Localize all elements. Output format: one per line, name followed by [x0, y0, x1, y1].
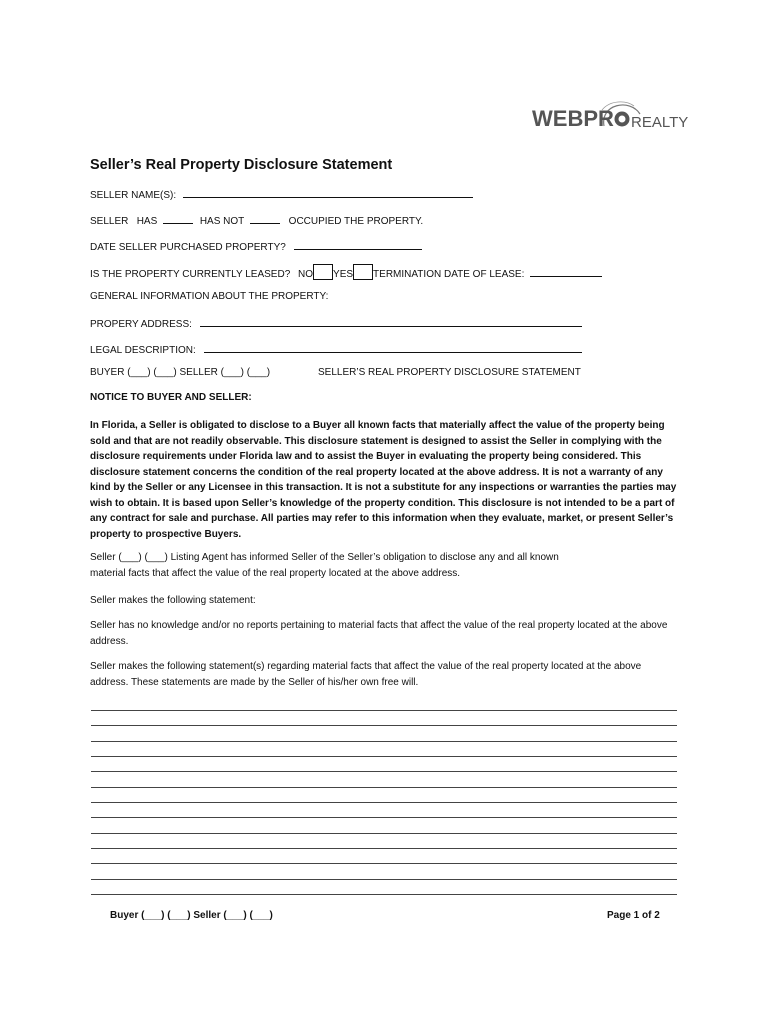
webpro-realty-logo: [530, 96, 689, 144]
occupied-label: OCCUPIED THE PROPERTY.: [288, 216, 424, 227]
answer-line[interactable]: [91, 879, 677, 880]
occupancy-row: [90, 213, 423, 227]
seller-names-field[interactable]: [183, 187, 473, 198]
termination-label: TERMINATION DATE OF LEASE:: [373, 269, 525, 280]
svg-text:REALTY: REALTY: [631, 114, 689, 131]
legal-description-label: LEGAL DESCRIPTION:: [90, 345, 196, 356]
answer-line[interactable]: [91, 725, 677, 726]
answer-line[interactable]: [91, 817, 677, 818]
property-address-row: [90, 316, 582, 330]
agent-informed-paragraph: Seller (___) (___) Listing Agent has informed Seller of the Seller’s obligation to disclose any and all known material facts that affect the value of the real property located at the above address.: [90, 552, 559, 579]
leased-row: [90, 264, 602, 280]
answer-line[interactable]: [91, 833, 677, 834]
date-purchased-label: DATE SELLER PURCHASED PROPERTY?: [90, 242, 286, 253]
no-knowledge-paragraph: Seller has no knowledge and/or no reports pertaining to material facts that affect the value of the real property located at the above address.: [90, 620, 668, 647]
answer-line[interactable]: [91, 741, 677, 742]
answer-line[interactable]: [91, 848, 677, 849]
leased-question-label: IS THE PROPERTY CURRENTLY LEASED?: [90, 269, 291, 280]
date-purchased-field[interactable]: [294, 239, 422, 250]
legal-description-field[interactable]: [204, 342, 582, 353]
notice-heading: NOTICE TO BUYER AND SELLER:: [90, 392, 252, 403]
notice-body: In Florida, a Seller is obligated to disclose to a Buyer all known facts that materially affect the value of the property being sold and that are not readily observable. This disclosure statement is designed to assist the Seller in complying with the disclosure requirements under Florida law and to assist the Buyer in evaluating the property being considered. This disclosure statement concerns the condition of the real property located at the above address. It is not a warranty of any kind by the Seller or any Licensee in this transaction. It is not a substitute for any inspections or warranties the parties may wish to obtain. It is based upon Seller’s knowledge of the property condition. This disclosure is not intended to be a part of any contract for sale and purchase. All parties may refer to this information when they evaluate, market, or present Seller’s property to prospective Buyers.: [90, 420, 677, 540]
has-not-field[interactable]: [250, 213, 280, 224]
answer-line[interactable]: [91, 802, 677, 803]
termination-date-field[interactable]: [530, 266, 602, 277]
answer-line[interactable]: [91, 710, 677, 711]
yes-checkbox[interactable]: [353, 264, 373, 280]
general-info-heading: GENERAL INFORMATION ABOUT THE PROPERTY:: [90, 291, 329, 302]
no-checkbox[interactable]: [313, 264, 333, 280]
no-label: NO: [298, 269, 314, 280]
answer-line[interactable]: [91, 771, 677, 772]
statements-paragraph: Seller makes the following statement(s) regarding material facts that affect the value of the real property located at the above address. These statements are made by the Seller of his/her own free will.: [90, 661, 642, 688]
seller-names-row: [90, 187, 473, 201]
seller-has-label: SELLER HAS: [90, 216, 158, 227]
property-address-label: PROPERY ADDRESS:: [90, 319, 192, 330]
footer-initials: Buyer (___) (___) Seller (___) (___): [110, 910, 273, 921]
legal-description-row: [90, 342, 582, 356]
has-field[interactable]: [163, 213, 193, 224]
svg-text:WEBPR: WEBPR: [532, 106, 614, 131]
statement-header: SELLER’S REAL PROPERTY DISCLOSURE STATEMENT: [318, 367, 581, 378]
makes-following-statement: Seller makes the following statement:: [90, 595, 256, 606]
seller-names-label: SELLER NAME(S):: [90, 190, 177, 201]
answer-line[interactable]: [91, 863, 677, 864]
has-not-label: HAS NOT: [199, 216, 245, 227]
property-address-field[interactable]: [200, 316, 582, 327]
answer-line[interactable]: [91, 894, 677, 895]
page-number: Page 1 of 2: [607, 910, 660, 921]
date-purchased-row: [90, 239, 422, 253]
page-title: Seller’s Real Property Disclosure Statement: [90, 157, 393, 173]
answer-line[interactable]: [91, 756, 677, 757]
initials-line: BUYER (___) (___) SELLER (___) (___): [90, 367, 271, 378]
yes-label: YES: [333, 269, 354, 280]
answer-line[interactable]: [91, 787, 677, 788]
